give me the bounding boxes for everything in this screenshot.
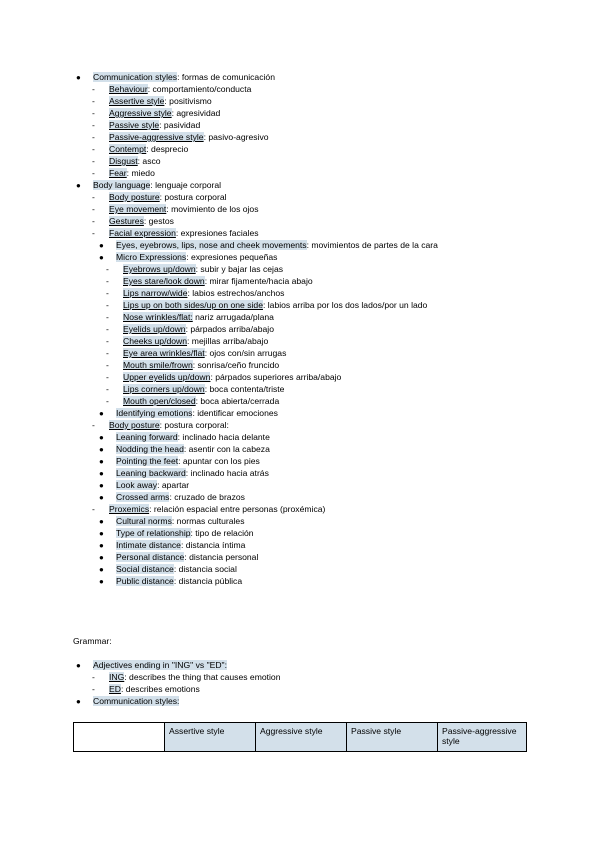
definition: : postura corporal bbox=[159, 192, 227, 202]
table-cell-blank[interactable] bbox=[74, 723, 165, 752]
list-item bbox=[109, 216, 174, 227]
dash-icon: - bbox=[92, 84, 95, 94]
dash-icon: - bbox=[106, 396, 109, 406]
list-item bbox=[123, 264, 283, 275]
bullet-icon: ● bbox=[99, 529, 104, 538]
definition: : distancia social bbox=[173, 564, 237, 574]
term: Social distance bbox=[116, 564, 174, 574]
bullet-icon: ● bbox=[99, 433, 104, 442]
list-item bbox=[116, 480, 189, 491]
term: Nodding the head bbox=[116, 444, 184, 454]
term: Pointing the feet bbox=[116, 456, 179, 466]
list-item bbox=[109, 228, 259, 239]
term: Upper eyelids up/down bbox=[123, 372, 211, 382]
term: Nose wrinkles/flat: bbox=[123, 312, 193, 322]
list-item bbox=[109, 204, 259, 215]
list-item bbox=[123, 336, 268, 347]
dash-icon: - bbox=[92, 684, 95, 694]
definition: : pasivo-agresivo bbox=[203, 132, 269, 142]
term: Lips corners up/down bbox=[123, 384, 205, 394]
list-item bbox=[109, 96, 212, 107]
list-item bbox=[123, 396, 279, 407]
list-item bbox=[116, 432, 270, 443]
definition: : identificar emociones bbox=[192, 408, 278, 418]
definition: : formas de comunicación bbox=[177, 72, 275, 82]
dash-icon: - bbox=[106, 384, 109, 394]
definition: : lenguaje corporal bbox=[150, 180, 222, 190]
term: Eyelids up/down bbox=[123, 324, 186, 334]
list-item bbox=[109, 120, 200, 131]
term: Communication styles bbox=[93, 72, 178, 82]
definition: : postura corporal: bbox=[159, 420, 229, 430]
term: Adjectives ending in "ING" vs "ED": bbox=[93, 660, 228, 670]
list-item bbox=[109, 504, 325, 515]
definition: : distancia pública bbox=[173, 576, 243, 586]
list-item bbox=[116, 516, 245, 527]
dash-icon: - bbox=[106, 372, 109, 382]
definition: : describes the thing that causes emotion bbox=[124, 672, 281, 682]
list-item bbox=[116, 252, 277, 263]
list-item-communication-styles bbox=[93, 72, 275, 83]
grammar-heading: Grammar: bbox=[73, 636, 112, 646]
dash-icon: - bbox=[92, 672, 95, 682]
bullet-icon: ● bbox=[99, 517, 104, 526]
table-header-cell[interactable]: Assertive style bbox=[165, 723, 256, 752]
definition: : describes emotions bbox=[120, 684, 200, 694]
term: Crossed arms bbox=[116, 492, 170, 502]
term: Identifying emotions bbox=[116, 408, 193, 418]
table-row bbox=[74, 723, 527, 752]
definition: : comportamiento/conducta bbox=[147, 84, 252, 94]
definition: : asco bbox=[137, 156, 161, 166]
dash-icon: - bbox=[106, 348, 109, 358]
bullet-icon: ● bbox=[99, 577, 104, 586]
list-item bbox=[123, 348, 286, 359]
definition: : tipo de relación bbox=[190, 528, 254, 538]
list-item bbox=[116, 456, 260, 467]
term: Proxemics bbox=[109, 504, 150, 514]
dash-icon: - bbox=[92, 192, 95, 202]
term: Behaviour bbox=[109, 84, 148, 94]
term: Eyebrows up/down bbox=[123, 264, 196, 274]
definition: : distancia personal bbox=[184, 552, 259, 562]
bullet-icon: ● bbox=[76, 661, 81, 670]
list-item bbox=[116, 444, 270, 455]
term: Cultural norms bbox=[116, 516, 172, 526]
list-item bbox=[123, 312, 274, 323]
list-item bbox=[116, 408, 278, 419]
list-item bbox=[109, 684, 200, 695]
term: Aggressive style bbox=[109, 108, 172, 118]
term: Eyes stare/look down bbox=[123, 276, 205, 286]
definition: : apuntar con los pies bbox=[178, 456, 260, 466]
list-item-body-language bbox=[93, 180, 221, 191]
bullet-icon: ● bbox=[99, 457, 104, 466]
definition: : apartar bbox=[157, 480, 190, 490]
term: Mouth smile/frown bbox=[123, 360, 193, 370]
term: Eyes, eyebrows, lips, nose and cheek movements bbox=[116, 240, 307, 250]
bullet-icon: ● bbox=[76, 73, 81, 82]
term: Assertive style bbox=[109, 96, 165, 106]
term: Disgust bbox=[109, 156, 138, 166]
definition: : movimiento de los ojos bbox=[166, 204, 259, 214]
dash-icon: - bbox=[92, 156, 95, 166]
bullet-icon: ● bbox=[99, 541, 104, 550]
list-item bbox=[109, 168, 155, 179]
dash-icon: - bbox=[106, 300, 109, 310]
list-item bbox=[123, 276, 313, 287]
bullet-icon: ● bbox=[76, 181, 81, 190]
term: Eye area wrinkles/flat bbox=[123, 348, 205, 358]
bullet-icon: ● bbox=[99, 253, 104, 262]
term: Gestures bbox=[109, 216, 144, 226]
bullet-icon: ● bbox=[99, 469, 104, 478]
term: Leaning backward bbox=[116, 468, 186, 478]
list-item bbox=[93, 660, 227, 671]
bullet-icon: ● bbox=[99, 241, 104, 250]
dash-icon: - bbox=[106, 360, 109, 370]
definition: : distancia íntima bbox=[180, 540, 246, 550]
term: Micro Expressions bbox=[116, 252, 187, 262]
dash-icon: - bbox=[92, 204, 95, 214]
definition: : mirar fijamente/hacia abajo bbox=[204, 276, 313, 286]
list-item bbox=[109, 192, 227, 203]
definition: : expresiones pequeñas bbox=[186, 252, 278, 262]
definition: : subir y bajar las cejas bbox=[195, 264, 284, 274]
definition: nariz arrugada/plana bbox=[192, 312, 274, 322]
dash-icon: - bbox=[92, 228, 95, 238]
definition: : labios estrechos/anchos bbox=[187, 288, 285, 298]
definition: : relación espacial entre personas (proxémica) bbox=[149, 504, 326, 514]
term: Intimate distance bbox=[116, 540, 181, 550]
bullet-icon: ● bbox=[99, 481, 104, 490]
list-item bbox=[123, 288, 284, 299]
definition: : movimientos de partes de la cara bbox=[306, 240, 438, 250]
list-item bbox=[116, 564, 237, 575]
definition: : cruzado de brazos bbox=[169, 492, 245, 502]
list-item bbox=[109, 420, 229, 431]
list-item bbox=[123, 384, 284, 395]
list-item bbox=[93, 696, 179, 707]
definition: : mejillas arriba/abajo bbox=[187, 336, 269, 346]
dash-icon: - bbox=[92, 144, 95, 154]
list-item bbox=[109, 84, 251, 95]
list-item bbox=[123, 360, 279, 371]
term: Contempt bbox=[109, 144, 147, 154]
list-item bbox=[116, 240, 438, 251]
definition: : normas culturales bbox=[171, 516, 245, 526]
dash-icon: - bbox=[106, 276, 109, 286]
term: Public distance bbox=[116, 576, 174, 586]
term: Body posture bbox=[109, 192, 160, 202]
communication-styles-table bbox=[73, 722, 527, 752]
dash-icon: - bbox=[92, 108, 95, 118]
term: ING bbox=[109, 672, 125, 682]
dash-icon: - bbox=[92, 216, 95, 226]
list-item bbox=[116, 540, 245, 551]
term: Personal distance bbox=[116, 552, 185, 562]
term: Passive style bbox=[109, 120, 160, 130]
term: Lips narrow/wide bbox=[123, 288, 188, 298]
definition: : boca contenta/triste bbox=[204, 384, 285, 394]
definition: : gestos bbox=[143, 216, 174, 226]
definition: : asentir con la cabeza bbox=[183, 444, 270, 454]
definition: : inclinado hacia delante bbox=[177, 432, 270, 442]
table-header-cell[interactable]: Passive-aggressive style bbox=[438, 723, 527, 752]
definition: : ojos con/sin arrugas bbox=[204, 348, 287, 358]
definition: : boca abierta/cerrada bbox=[195, 396, 280, 406]
term: Passive-aggressive style bbox=[109, 132, 204, 142]
bullet-icon: ● bbox=[99, 565, 104, 574]
dash-icon: - bbox=[106, 324, 109, 334]
list-item bbox=[123, 372, 341, 383]
list-item bbox=[116, 492, 245, 503]
table-header-cell[interactable]: Aggressive style bbox=[256, 723, 347, 752]
term: Body language bbox=[93, 180, 151, 190]
list-item bbox=[109, 144, 188, 155]
dash-icon: - bbox=[106, 336, 109, 346]
definition: : desprecio bbox=[146, 144, 189, 154]
definition: : párpados arriba/abajo bbox=[185, 324, 274, 334]
definition: : labios arriba por los dos lados/por un lado bbox=[263, 300, 428, 310]
dash-icon: - bbox=[92, 420, 95, 430]
term: Body posture bbox=[109, 420, 160, 430]
list-item bbox=[116, 576, 242, 587]
dash-icon: - bbox=[106, 312, 109, 322]
term: Leaning forward bbox=[116, 432, 178, 442]
term: Lips up on both sides/up on one side bbox=[123, 300, 263, 310]
dash-icon: - bbox=[92, 504, 95, 514]
bullet-icon: ● bbox=[99, 445, 104, 454]
term: Cheeks up/down bbox=[123, 336, 188, 346]
definition: : miedo bbox=[126, 168, 155, 178]
term: Communication styles: bbox=[93, 696, 180, 706]
term: Type of relationship bbox=[116, 528, 191, 538]
definition: : positivismo bbox=[164, 96, 212, 106]
bullet-icon: ● bbox=[99, 493, 104, 502]
term: Eye movement bbox=[109, 204, 167, 214]
dash-icon: - bbox=[106, 288, 109, 298]
dash-icon: - bbox=[92, 120, 95, 130]
bullet-icon: ● bbox=[99, 409, 104, 418]
dash-icon: - bbox=[92, 96, 95, 106]
definition: : pasividad bbox=[159, 120, 201, 130]
term: Fear bbox=[109, 168, 127, 178]
dash-icon: - bbox=[106, 264, 109, 274]
term: ED bbox=[109, 684, 121, 694]
list-item bbox=[109, 108, 220, 119]
list-item bbox=[109, 156, 161, 167]
bullet-icon: ● bbox=[99, 553, 104, 562]
list-item bbox=[123, 324, 274, 335]
list-item bbox=[116, 552, 258, 563]
list-item bbox=[116, 528, 254, 539]
definition: : inclinado hacia atrás bbox=[185, 468, 269, 478]
definition: : agresividad bbox=[171, 108, 221, 118]
dash-icon: - bbox=[92, 168, 95, 178]
definition: : expresiones faciales bbox=[175, 228, 259, 238]
term: Look away bbox=[116, 480, 158, 490]
list-item bbox=[116, 468, 269, 479]
list-item bbox=[109, 672, 281, 683]
dash-icon: - bbox=[92, 132, 95, 142]
list-item bbox=[123, 300, 427, 311]
list-item bbox=[109, 132, 269, 143]
definition: : sonrisa/ceño fruncido bbox=[192, 360, 280, 370]
table-header-cell[interactable]: Passive style bbox=[347, 723, 438, 752]
term: Mouth open/closed bbox=[123, 396, 196, 406]
bullet-icon: ● bbox=[76, 697, 81, 706]
definition: : párpados superiores arriba/abajo bbox=[210, 372, 342, 382]
term: Facial expression bbox=[109, 228, 176, 238]
